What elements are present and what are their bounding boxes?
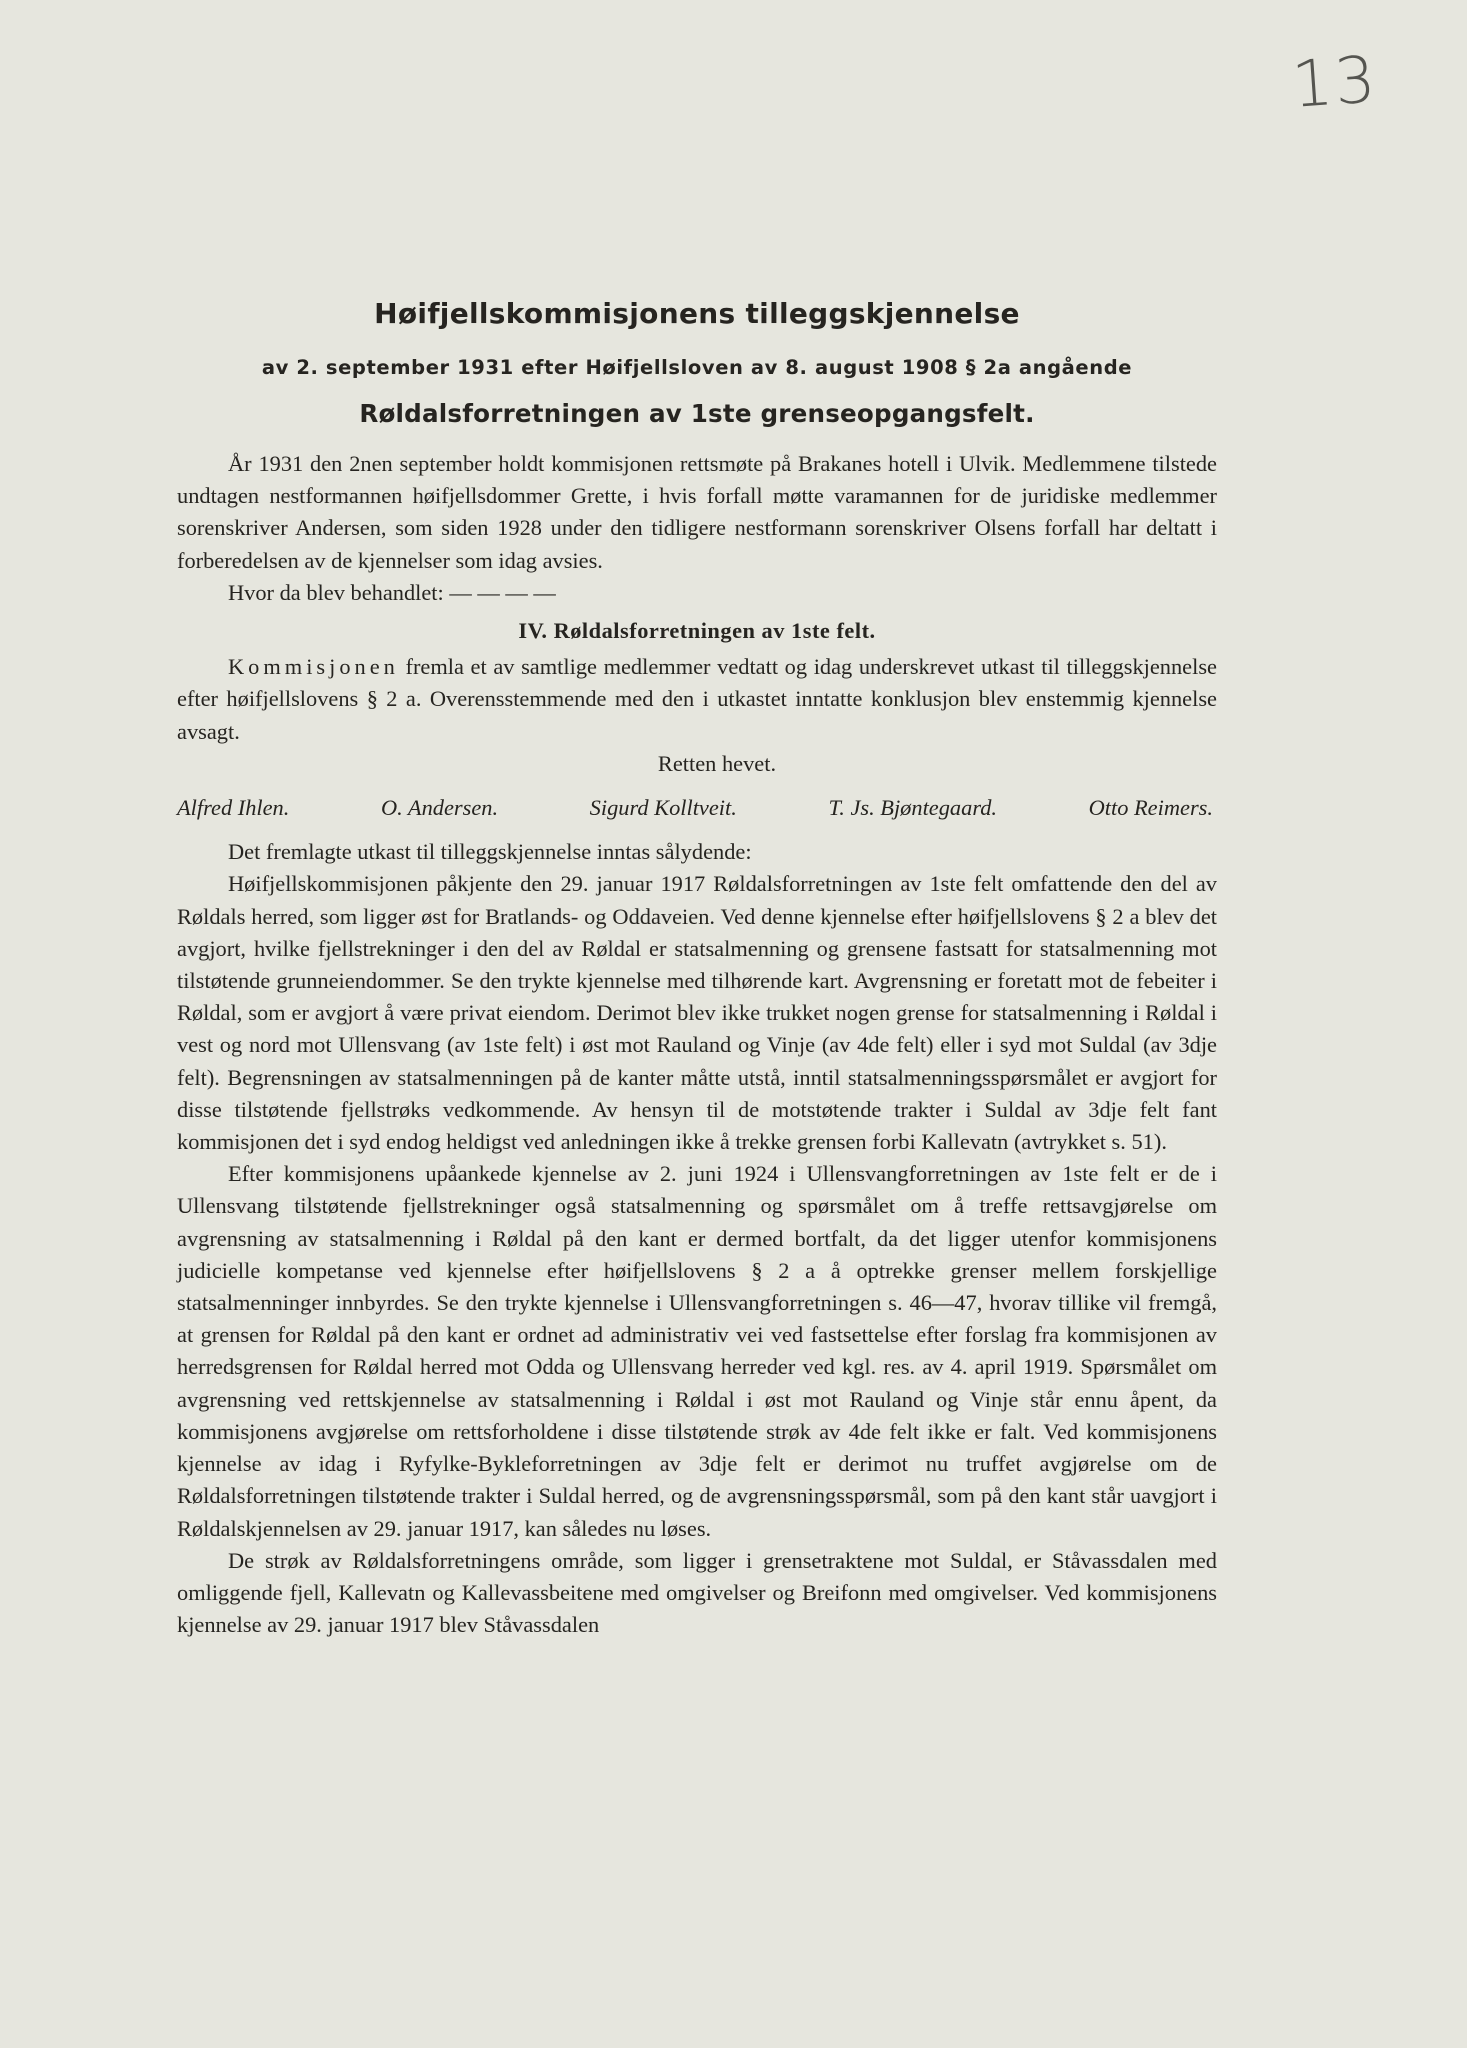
decision-spaced-word: Kommisjonen <box>228 654 399 680</box>
document-title: Høifjellskommisjonens tilleggskjennelse <box>374 297 1020 330</box>
signature: O. Andersen. <box>380 795 499 821</box>
decision-paragraph <box>177 651 1217 748</box>
signature: Sigurd Kolltveit. <box>589 795 737 821</box>
signature-line <box>177 792 1217 824</box>
intro-paragraph: År 1931 den 2nen september holdt kommisjonen rettsmøte på Brakanes hotell i Ulvik. Medlemmene tilstede undtagen nestformannen høifjellsdommer Grette, i hvis forfall møtte varamannen for de juridiske medlemmer sorenskriver Andersen, som siden 1928 under den tidligere nestformann sorenskriver Olsens forfall har deltatt i forberedelsen av de kjennelser som idag avsies. <box>177 451 1217 573</box>
body-paragraph: De strøk av Røldalsforretningens område, som ligger i grensetraktene mot Suldal, er Ståvassdalen med omliggende fjell, Kallevatn og Kallevassbeitene med omgivelser og Breifonn med omgivelser. Ved kommisjonens kjennelse av 29. januar 1917 blev Ståvassdalen <box>177 1547 1217 1638</box>
body-paragraph: Høifjellskommisjonen påkjente den 29. januar 1917 Røldalsforretningen av 1ste felt omfattende den del av Røldals herred, som ligger øst for Bratlands- og Oddaveien. Ved denne kjennelse efter høifjellslovens § 2 a blev det avgjort, hvilke fjellstrekninger i den del av Røldal er statsalmenning og grensene fastsatt for statsalmenning mot tilstøtende grunneiendommer. Se den trykte kjennelse med tilhørende kart. Avgrensning er foretatt mot de febeiter i Røldal, som er avgjort å være privat eiendom. Derimot blev ikke trukket nogen grense for statsalmenning i Røldal i vest og nord mot Ullensvang (av 1ste felt) i øst mot Rauland og Vinje (av 4de felt) eller i syd mot Suldal (av 3dje felt). Begrensningen av statsalmenningen på de kanter måtte utstå, inntil statsalmenningsspørsmålet er avgjort for disse tilstøtende fjellstrøks vedkommende. Av hensyn til de motstøtende trakter i Suldal av 3dje felt fant kommisjonen det i syd endog heldigst ved anledningen ikke å trekke grensen forbi Kallevatn (avtrykket s. 51). <box>177 871 1217 1155</box>
section-heading: IV. Røldalsforretningen av 1ste felt. <box>518 618 876 644</box>
agenda-line: Hvor da blev behandlet: — — — — <box>228 579 556 605</box>
document-subject: Røldalsforretningen av 1ste grenseopgangsfelt. <box>359 399 1035 428</box>
document-body <box>177 292 1217 1641</box>
body-paragraph: Efter kommisjonens upåankede kjennelse av 2. juni 1924 i Ullensvangforretningen av 1ste felt er de i Ullensvang tilstøtende fjellstrekninger også statsalmenning og spørsmålet om å treffe rettsavgjørelse om avgrensning av statsalmenning i Røldal på den kant er dermed bortfalt, da det ligger utenfor kommisjonens judicielle kompetanse ved kjennelse efter høifjellslovens § 2 a å optrekke grenser mellem forskjellige statsalmenninger innbyrdes. Se den trykte kjennelse i Ullensvangforretningen s. 46—47, hvorav tillike vil fremgå, at grensen for Røldal på den kant er ordnet ad administrativ vei ved fastsettelse efter forslag fra kommisjonen av herredsgrensen for Røldal herred mot Odda og Ullensvang herreder ved kgl. res. av 4. april 1919. Spørsmålet om avgrensning ved rettskjennelse av statsalmenning i Røldal i øst mot Rauland og Vinje står ennu åpent, da kommisjonens avgjørelse om rettsforholdene i disse tilstøtende strøk av 4de felt ikke er falt. Ved kommisjonens kjennelse av idag i Ryfylke-Bykleforretningen av 3dje felt er derimot nu truffet avgjørelse om de Røldalsforretningen tilstøtende trakter i Suldal herred, og de avgrensningsspørsmål, som på den kant står uavgjort i Røldalskjennelsen av 29. januar 1917, kan således nu løses. <box>177 1161 1217 1541</box>
adjourned-line: Retten hevet. <box>657 750 777 776</box>
signature: T. Js. Bjøntegaard. <box>828 795 997 821</box>
handwritten-page-number: 13 <box>1289 43 1380 123</box>
document-subtitle: av 2. september 1931 efter Høifjellsloven av 8. august 1908 § 2a angående <box>261 356 1133 379</box>
signature: Otto Reimers. <box>1088 795 1213 821</box>
signature: Alfred Ihlen. <box>177 795 290 821</box>
draft-intro-line: Det fremlagte utkast til tilleggskjennelse inntas sålydende: <box>228 839 752 865</box>
decision-text: fremla et av samtlige medlemmer vedtatt og idag underskrevet utkast til tilleggskjennelse efter høifjellslovens § 2 a. Overensstemmende med den i utkastet inntatte konklusjon blev enstemmig kjennelse avsagt. <box>177 654 1217 744</box>
